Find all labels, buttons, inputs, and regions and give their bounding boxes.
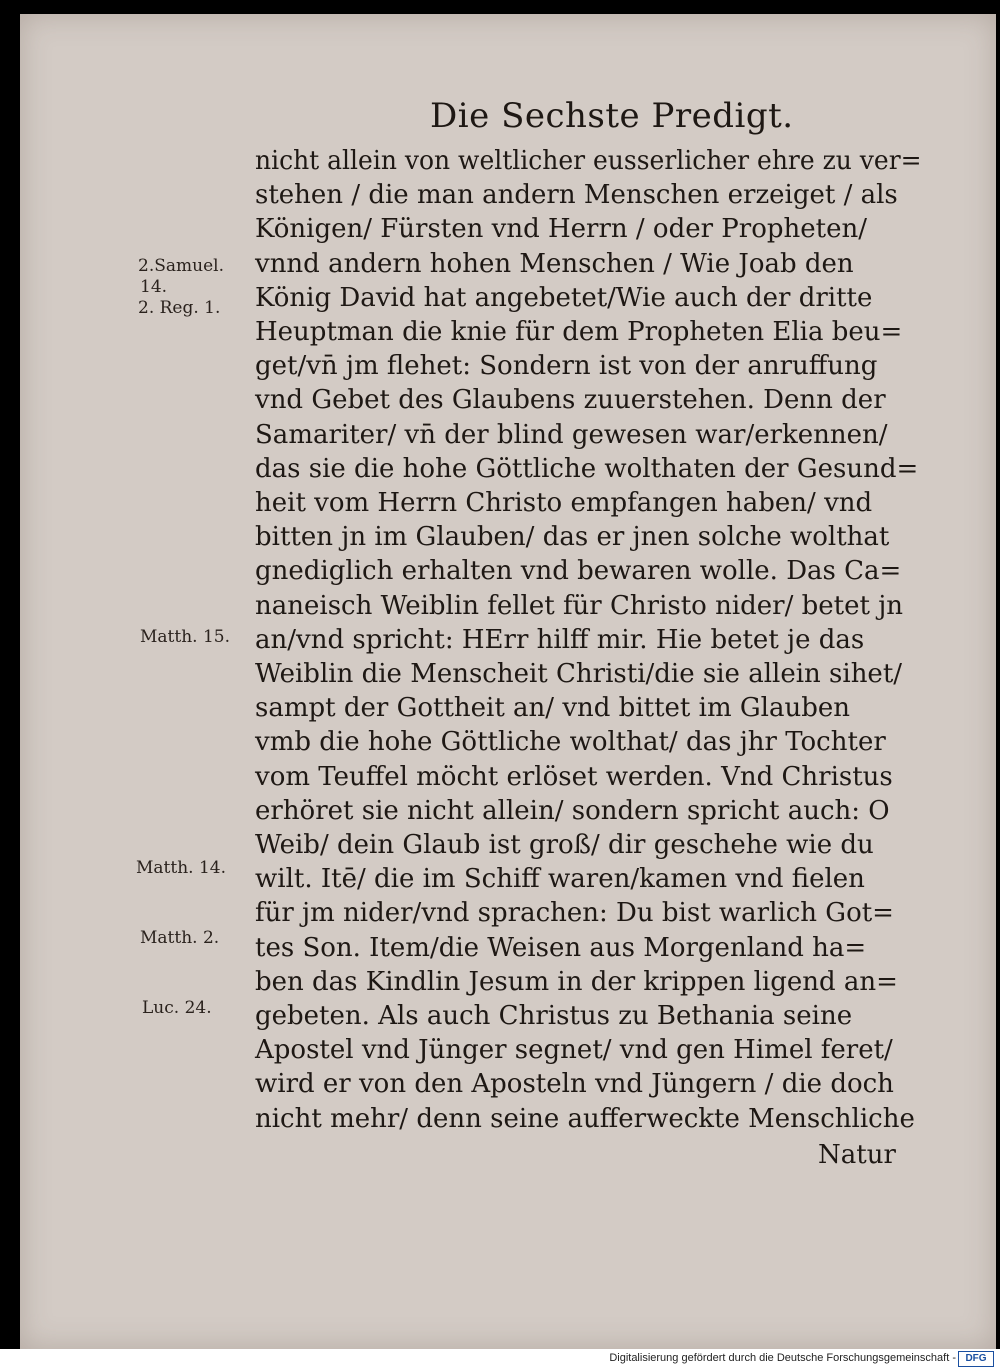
text-line: wilt. Itē/ die im Schiff waren/kamen vnd fielen bbox=[255, 864, 865, 895]
margin-note: Matth. 14. bbox=[136, 858, 226, 878]
text-line: vom Teuffel möcht erlöset werden. Vnd Christus bbox=[255, 761, 893, 792]
text-line: Weiblin die Menscheit Christi/die sie allein sihet/ bbox=[255, 659, 903, 689]
text-line: Heuptman die knie für dem Propheten Elia beu= bbox=[255, 317, 903, 347]
text-line: gebeten. Als auch Christus zu Bethania seine bbox=[255, 1001, 853, 1031]
margin-note: 14. bbox=[140, 277, 168, 297]
text-line: Samariter/ vn̄ der blind gewesen war/erkennen/ bbox=[255, 419, 888, 450]
text-line: vnnd andern hohen Menschen / Wie Joab den bbox=[255, 248, 854, 279]
text-line: das sie die hohe Göttliche wolthaten der Gesund= bbox=[255, 453, 919, 484]
text-line: für jm nider/vnd sprachen: Du bist warlich Got= bbox=[255, 898, 894, 929]
text-line: sampt der Gottheit an/ vnd bittet im Glauben bbox=[255, 693, 850, 724]
text-line: vnd Gebet des Glaubens zuuerstehen. Denn der bbox=[255, 385, 886, 416]
margin-note: Matth. 15. bbox=[140, 627, 230, 647]
text-line: gnediglich erhalten vnd bewaren wolle. Das Ca= bbox=[255, 556, 902, 587]
text-line: nicht mehr/ denn seine aufferweckte Menschliche bbox=[255, 1103, 915, 1134]
margin-note: 2. Reg. 1. bbox=[138, 298, 221, 318]
text-line: stehen / die man andern Menschen erzeiget / als bbox=[255, 180, 898, 211]
text-line: tes Son. Item/die Weisen aus Morgenland ha= bbox=[255, 932, 867, 963]
catchword: Natur bbox=[818, 1140, 896, 1170]
dfg-logo-icon: DFG bbox=[958, 1351, 994, 1367]
margin-note: Luc. 24. bbox=[142, 998, 212, 1018]
text-line: an/vnd spricht: HErr hilff mir. Hie betet je das bbox=[255, 624, 865, 655]
text-line: Weib/ dein Glaub ist groß/ dir geschehe wie du bbox=[255, 830, 874, 860]
text-line: bitten jn im Glauben/ das er jnen solche wolthat bbox=[255, 522, 890, 553]
margin-note: Matth. 2. bbox=[140, 928, 220, 948]
text-line: naneisch Weiblin fellet für Christo nider/ betet jn bbox=[255, 590, 904, 621]
text-line: nicht allein von weltlicher eusserlicher ehre zu ver= bbox=[255, 146, 922, 176]
text-line: König David hat angebetet/Wie auch der dritte bbox=[255, 282, 873, 313]
text-line: Königen/ Fürsten vnd Herrn / oder Propheten/ bbox=[255, 214, 868, 245]
text-line: heit vom Herrn Christo empfangen haben/ vnd bbox=[255, 488, 873, 518]
text-line: erhöret sie nicht allein/ sondern spricht auch: O bbox=[255, 795, 890, 826]
text-line: wird er von den Aposteln vnd Jüngern / die doch bbox=[255, 1069, 894, 1100]
page-title: Die Sechste Predigt. bbox=[430, 96, 794, 136]
footer-credit: Digitalisierung gefördert durch die Deutsche Forschungsgemeinschaft - bbox=[609, 1352, 956, 1364]
text-line: ben das Kindlin Jesum in der krippen ligend an= bbox=[255, 966, 898, 997]
margin-note: 2.Samuel. bbox=[138, 256, 224, 276]
text-line: Apostel vnd Jünger segnet/ vnd gen Himel feret/ bbox=[255, 1035, 893, 1066]
text-line: get/vn̄ jm flehet: Sondern ist von der anruffung bbox=[255, 351, 878, 382]
text-line: vmb die hohe Göttliche wolthat/ das jhr Tochter bbox=[255, 727, 886, 758]
